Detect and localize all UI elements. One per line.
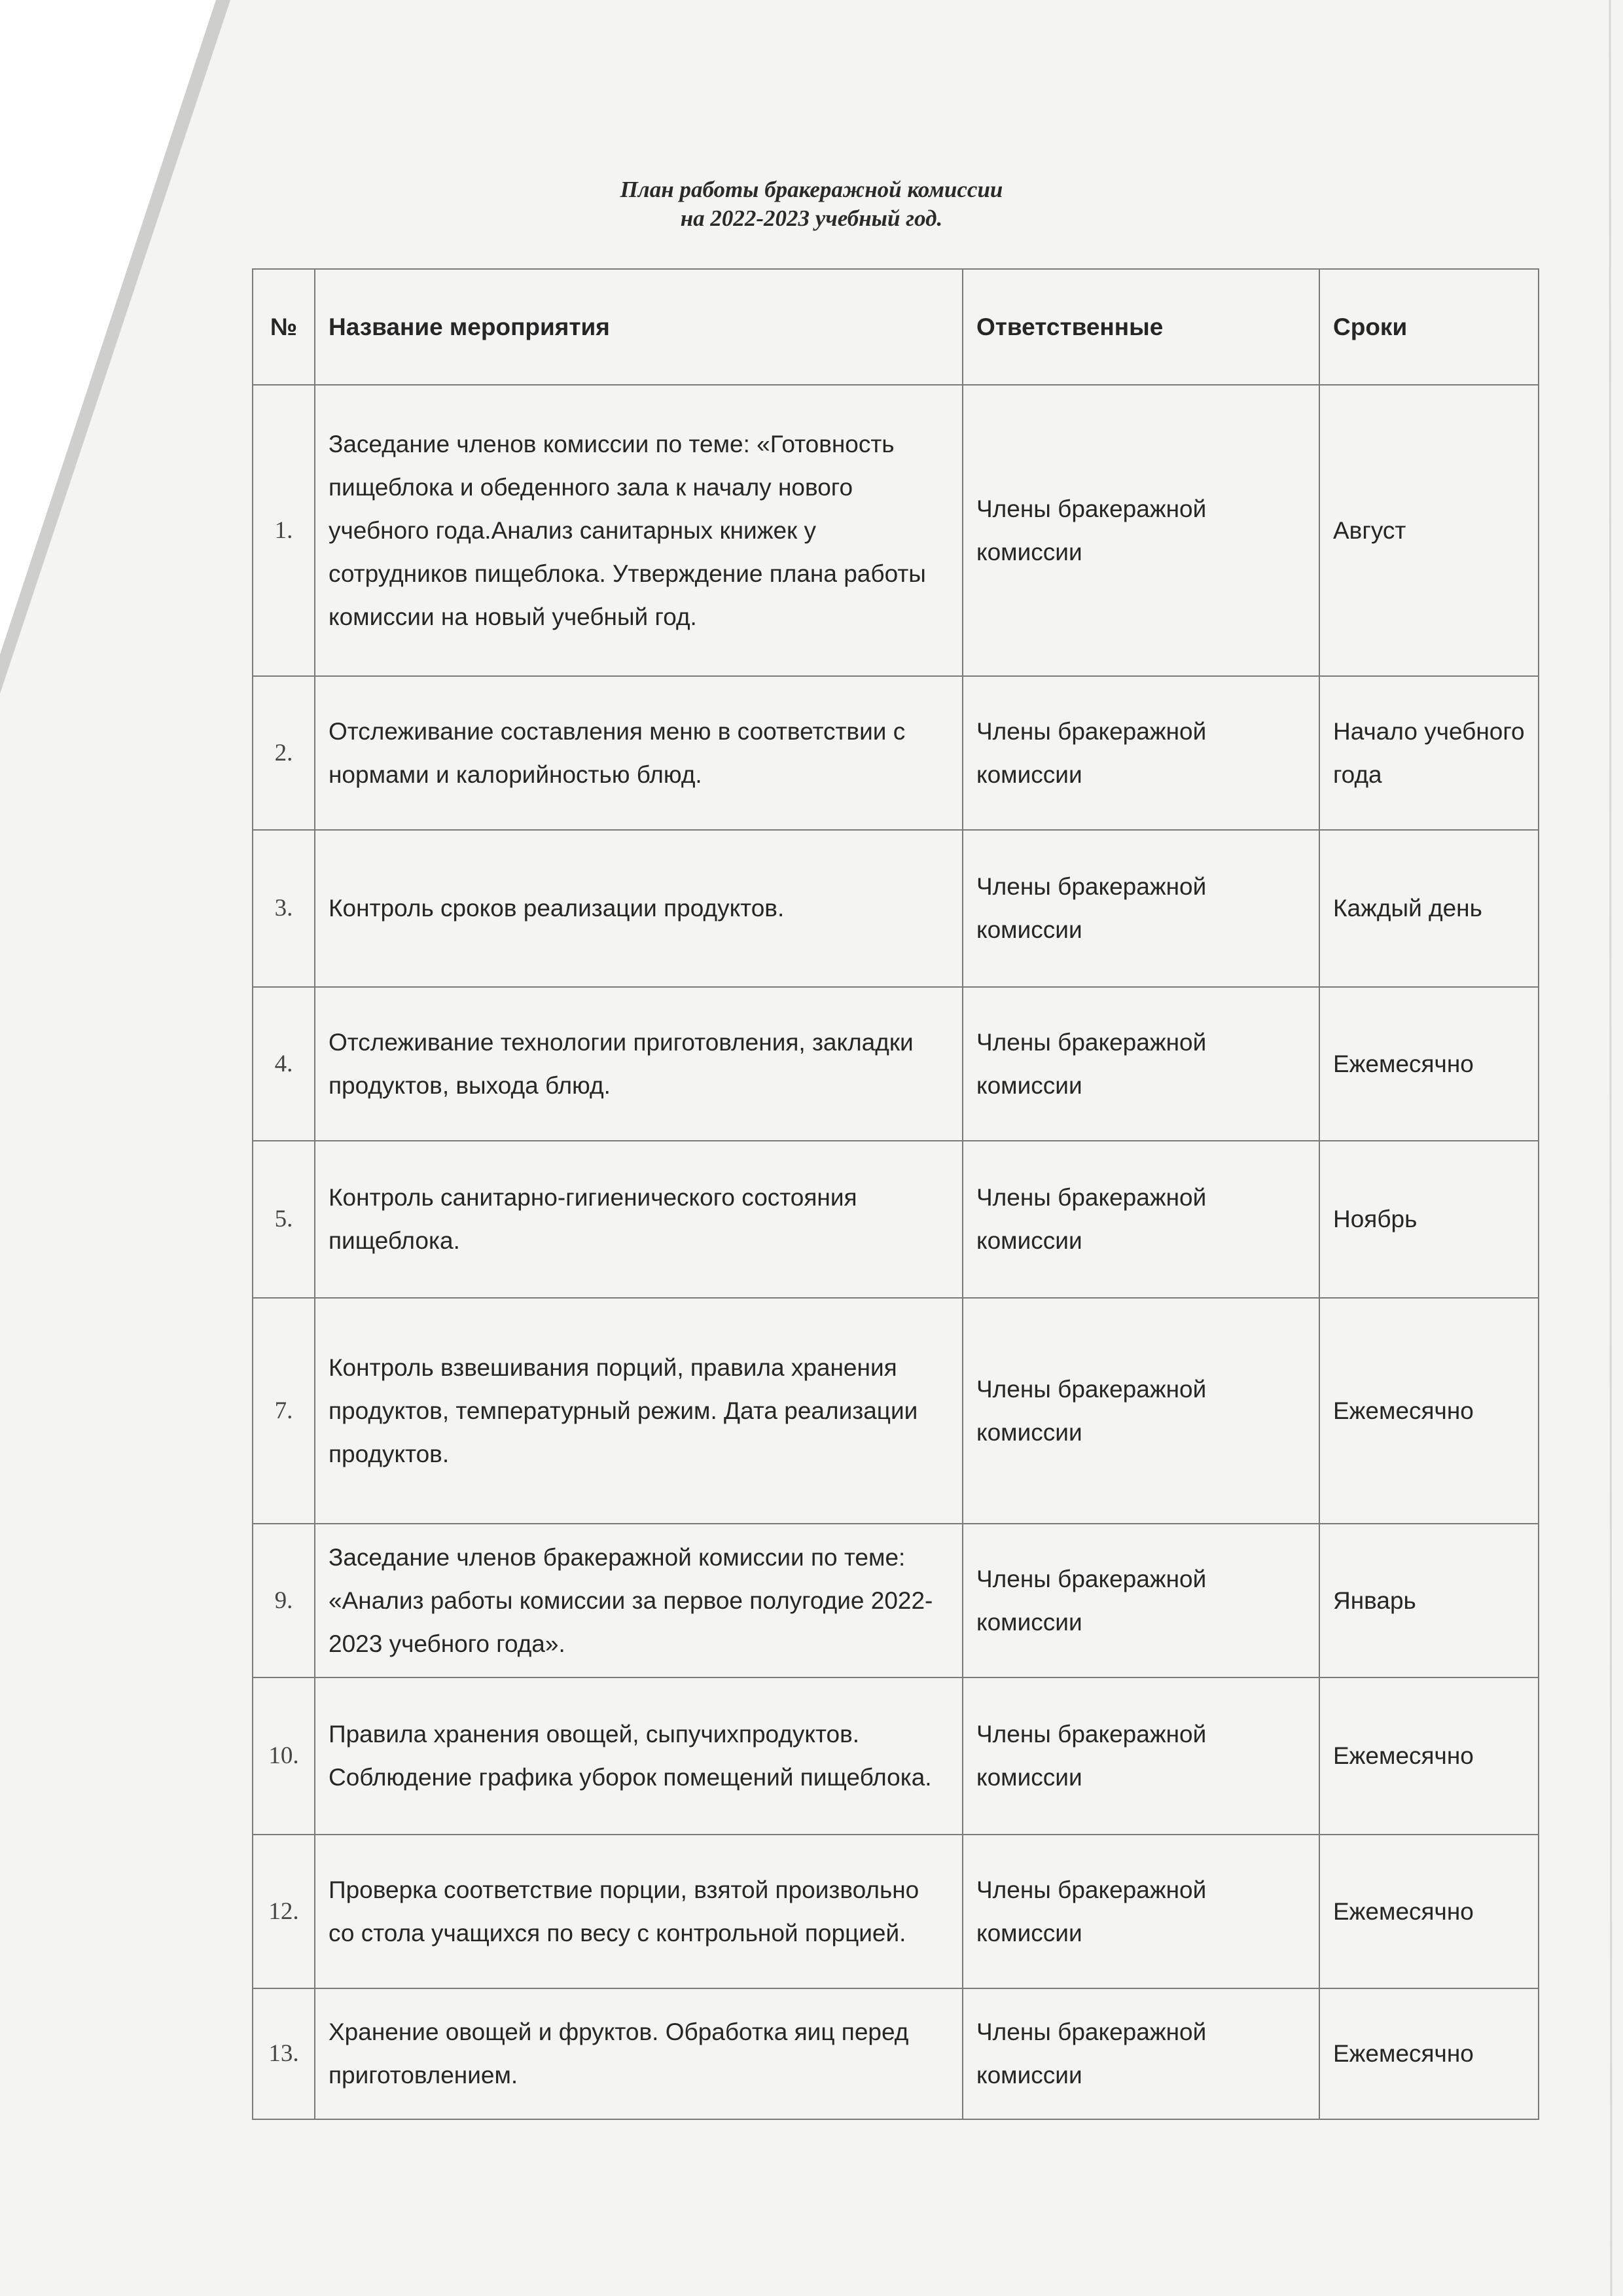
row-term: Ноябрь <box>1319 1141 1539 1298</box>
row-activity: Контроль сроков реализации продуктов. <box>315 830 963 987</box>
row-responsible: Члены бракеражной комиссии <box>963 1835 1319 1988</box>
table-row <box>253 987 1539 1141</box>
title-line-1: План работы бракеражной комиссии <box>620 177 1003 202</box>
row-term: Каждый день <box>1319 830 1539 987</box>
row-activity: Хранение овощей и фруктов. Обработка яиц перед приготовлением. <box>315 1988 963 2119</box>
row-term: Ежемесячно <box>1319 1298 1539 1524</box>
table-row <box>253 1835 1539 1988</box>
row-activity: Контроль санитарно-гигиенического состояния пищеблока. <box>315 1141 963 1298</box>
row-number: 4. <box>253 987 315 1141</box>
row-number: 10. <box>253 1677 315 1835</box>
table-row <box>253 1677 1539 1835</box>
row-responsible: Члены бракеражной комиссии <box>963 1298 1319 1524</box>
table-row <box>253 385 1539 676</box>
row-activity: Заседание членов бракеражной комиссии по теме: «Анализ работы комиссии за первое полугодие 2022-2023 учебного года». <box>315 1524 963 1677</box>
row-number: 7. <box>253 1298 315 1524</box>
row-responsible: Члены бракеражной комиссии <box>963 1677 1319 1835</box>
row-responsible: Члены бракеражной комиссии <box>963 1988 1319 2119</box>
row-responsible: Члены бракеражной комиссии <box>963 1141 1319 1298</box>
row-number: 13. <box>253 1988 315 2119</box>
table-row <box>253 1524 1539 1677</box>
row-term: Ежемесячно <box>1319 987 1539 1141</box>
row-activity: Заседание членов комиссии по теме: «Готовность пищеблока и обеденного зала к началу нового учебного года.Анализ санитарных книжек у сотрудников пищеблока. Утверждение плана работы комиссии на новый учебный год. <box>315 385 963 676</box>
table-row <box>253 1988 1539 2119</box>
row-term: Ежемесячно <box>1319 1677 1539 1835</box>
title-line-2: на 2022-2023 учебный год. <box>680 206 943 231</box>
table-row <box>253 1298 1539 1524</box>
header-activity: Название мероприятия <box>315 269 963 385</box>
row-number: 5. <box>253 1141 315 1298</box>
row-activity: Отслеживание технологии приготовления, закладки продуктов, выхода блюд. <box>315 987 963 1141</box>
row-responsible: Члены бракеражной комиссии <box>963 987 1319 1141</box>
row-activity: Отслеживание составления меню в соответствии с нормами и калорийностью блюд. <box>315 676 963 830</box>
row-activity: Контроль взвешивания порций, правила хранения продуктов, температурный режим. Дата реализации продуктов. <box>315 1298 963 1524</box>
row-number: 9. <box>253 1524 315 1677</box>
row-activity: Правила хранения овощей, сыпучихпродуктов. Соблюдение графика уборок помещений пищеблока. <box>315 1677 963 1835</box>
row-number: 3. <box>253 830 315 987</box>
header-number: № <box>253 269 315 385</box>
row-responsible: Члены бракеражной комиссии <box>963 676 1319 830</box>
row-term: Ежемесячно <box>1319 1988 1539 2119</box>
plan-table <box>252 268 1539 2120</box>
table-row <box>253 830 1539 987</box>
row-term: Январь <box>1319 1524 1539 1677</box>
document-title <box>0 175 1623 233</box>
row-term: Начало учебного года <box>1319 676 1539 830</box>
row-number: 12. <box>253 1835 315 1988</box>
table-header-row <box>253 269 1539 385</box>
table-row <box>253 1141 1539 1298</box>
row-activity: Проверка соответствие порции, взятой произвольно со стола учащихся по весу с контрольной порцией. <box>315 1835 963 1988</box>
row-term: Ежемесячно <box>1319 1835 1539 1988</box>
row-term: Август <box>1319 385 1539 676</box>
header-responsible: Ответственные <box>963 269 1319 385</box>
row-number: 1. <box>253 385 315 676</box>
table-row <box>253 676 1539 830</box>
row-number: 2. <box>253 676 315 830</box>
row-responsible: Члены бракеражной комиссии <box>963 1524 1319 1677</box>
header-term: Сроки <box>1319 269 1539 385</box>
row-responsible: Члены бракеражной комиссии <box>963 830 1319 987</box>
row-responsible: Члены бракеражной комиссии <box>963 385 1319 676</box>
